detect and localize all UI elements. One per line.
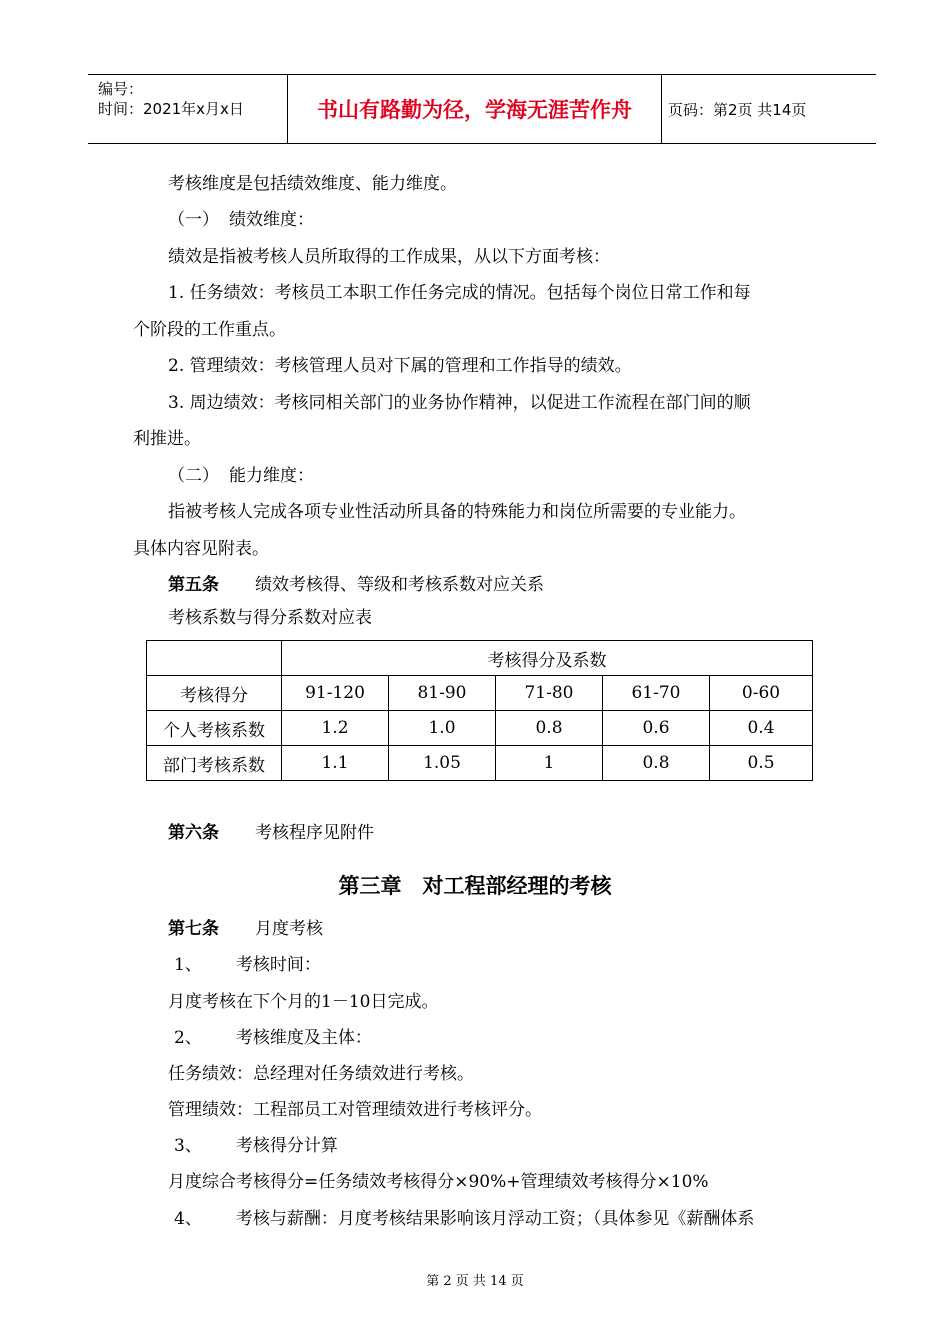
paragraph: 月度综合考核得分=任务绩效考核得分×90%+管理绩效考核得分×10% (168, 1172, 709, 1192)
article-label: 第六条 (168, 823, 219, 843)
table-cell: 0.5 (710, 746, 813, 781)
table-cell: 0.4 (710, 711, 813, 746)
header-page-info: 页码：第2页 共14页 (668, 100, 807, 119)
paragraph: 管理绩效：工程部员工对管理绩效进行考核评分。 (168, 1100, 542, 1120)
table-caption: 考核系数与得分系数对应表 (168, 608, 372, 628)
paragraph: 考核维度是包括绩效维度、能力维度。 (168, 174, 457, 194)
table-cell: 1.0 (389, 711, 496, 746)
subsection-heading (174, 1027, 372, 1049)
table-cell: 91-120 (282, 676, 389, 711)
article-heading (168, 822, 374, 844)
table-cell: 1.05 (389, 746, 496, 781)
section-title: 绩效维度： (229, 210, 314, 230)
article-label: 第五条 (168, 575, 219, 595)
subsection-number: 4、 (174, 1209, 202, 1229)
article-title: 考核程序见附件 (255, 823, 374, 843)
list-item: 1. 任务绩效：考核员工本职工作任务完成的情况。包括每个岗位日常工作和每 (168, 283, 751, 303)
list-item-continuation: 个阶段的工作重点。 (133, 320, 286, 340)
table-cell: 部门考核系数 (147, 746, 282, 781)
table-cell: 0.6 (603, 711, 710, 746)
page-header (88, 74, 876, 144)
subsection-heading (174, 1208, 754, 1230)
table-cell: 71-80 (496, 676, 603, 711)
subsection-title: 考核时间： (235, 955, 321, 975)
table-cell: 考核得分 (147, 676, 282, 711)
subsection-number: 2、 (174, 1028, 202, 1048)
subsection-title: 考核得分计算 (235, 1136, 338, 1156)
list-item: 2. 管理绩效：考核管理人员对下属的管理和工作指导的绩效。 (168, 356, 632, 376)
table-cell: 1.1 (282, 746, 389, 781)
score-coefficient-table (146, 640, 813, 781)
article-title: 月度考核 (255, 919, 323, 939)
subsection-number: 1、 (174, 955, 202, 975)
paragraph: 任务绩效：总经理对任务绩效进行考核。 (168, 1064, 474, 1084)
paragraph-continuation: 具体内容见附表。 (133, 539, 269, 559)
article-title: 绩效考核得、等级和考核系数对应关系 (255, 575, 544, 595)
table-cell: 个人考核系数 (147, 711, 282, 746)
table-cell: 1.2 (282, 711, 389, 746)
subsection-heading (174, 1135, 338, 1157)
header-number: 编号： (98, 80, 144, 98)
section-number: （一） (168, 210, 219, 230)
table-row (147, 676, 813, 711)
paragraph: 绩效是指被考核人员所取得的工作成果，从以下方面考核： (168, 247, 610, 267)
section-heading (168, 465, 314, 487)
list-item: 3. 周边绩效：考核同相关部门的业务协作精神，以促进工作流程在部门间的顺 (168, 393, 751, 413)
table-group-header: 考核得分及系数 (282, 641, 813, 676)
article-heading (168, 918, 323, 940)
article-heading (168, 574, 544, 596)
table-row (147, 711, 813, 746)
subsection-number: 3、 (174, 1136, 202, 1156)
table-cell: 1 (496, 746, 603, 781)
header-motto: 书山有路勤为径，学海无涯苦作舟 (317, 98, 632, 122)
section-heading (168, 209, 314, 231)
paragraph: 指被考核人完成各项专业性活动所具备的特殊能力和岗位所需要的专业能力。 (168, 502, 746, 522)
table-cell: 81-90 (389, 676, 496, 711)
header-meta (98, 79, 244, 119)
table-cell: 0.8 (603, 746, 710, 781)
page-footer: 第 2 页 共 14 页 (426, 1274, 524, 1289)
table-row (147, 746, 813, 781)
subsection-heading (174, 954, 321, 976)
table-cell: 0.8 (496, 711, 603, 746)
table-row (147, 641, 813, 676)
table-cell (147, 641, 282, 676)
table-cell: 61-70 (603, 676, 710, 711)
chapter-title: 第三章 对工程部经理的考核 (338, 874, 612, 898)
table-cell: 0-60 (710, 676, 813, 711)
section-title: 能力维度： (229, 466, 314, 486)
subsection-title: 考核维度及主体： (235, 1028, 372, 1048)
header-divider (661, 75, 662, 143)
subsection-title: 考核与薪酬：月度考核结果影响该月浮动工资；（具体参见《薪酬体系 (235, 1209, 755, 1229)
section-number: （二） (168, 466, 219, 486)
article-label: 第七条 (168, 919, 219, 939)
list-item-continuation: 利推进。 (133, 429, 201, 449)
header-time: 时间：2021年x月x日 (98, 100, 244, 118)
paragraph: 月度考核在下个月的1－10日完成。 (168, 992, 439, 1012)
